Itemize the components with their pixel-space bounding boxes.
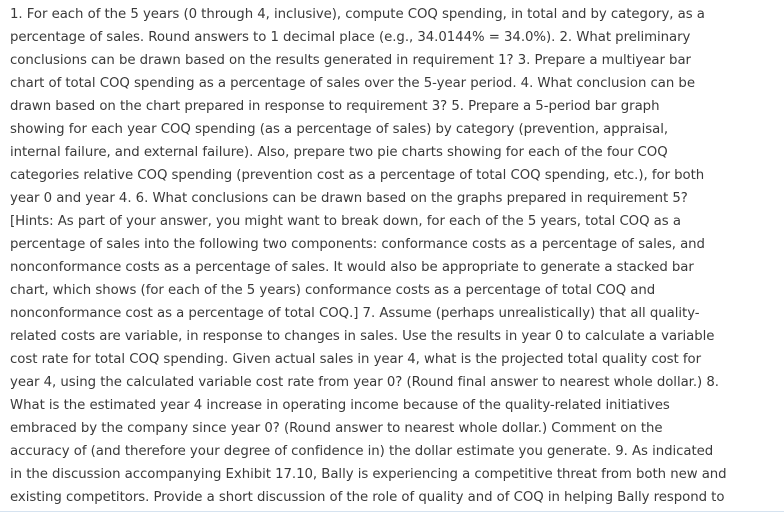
text-line: in the discussion accompanying Exhibit 17.10, Bally is experiencing a competitive threat from both new and <box>10 467 727 482</box>
text-line: embraced by the company since year 0? (Round answer to nearest whole dollar.) Comment on the <box>10 421 663 436</box>
text-line: percentage of sales into the following two components: conformance costs as a percentage of sales, and <box>10 237 705 252</box>
text-line: related costs are variable, in response to changes in sales. Use the results in year 0 to calculate a variable <box>10 329 715 344</box>
text-line: year 0 and year 4. 6. What conclusions can be drawn based on the graphs prepared in requirement 5? <box>10 191 688 206</box>
text-line: [Hints: As part of your answer, you might want to break down, for each of the 5 years, total COQ as a <box>10 214 681 229</box>
text-line: percentage of sales. Round answers to 1 decimal place (e.g., 34.0144% = 34.0%). 2. What preliminary <box>10 30 691 45</box>
text-line: chart of total COQ spending as a percentage of sales over the 5-year period. 4. What conclusion can be <box>10 76 695 91</box>
text-line: nonconformance cost as a percentage of total COQ.] 7. Assume (perhaps unrealistically) that all quality- <box>10 306 700 321</box>
text-line: categories relative COQ spending (prevention cost as a percentage of total COQ spending, etc.), for both <box>10 168 705 183</box>
text-line: What is the estimated year 4 increase in operating income because of the quality-related initiatives <box>10 398 670 413</box>
text-line: accuracy of (and therefore your degree of confidence in) the dollar estimate you generate. 9. As indicated <box>10 444 714 459</box>
text-line: internal failure, and external failure). Also, prepare two pie charts showing for each of the four COQ <box>10 145 668 160</box>
divider <box>0 511 784 512</box>
question-text <box>10 3 784 509</box>
text-line: conclusions can be drawn based on the results generated in requirement 1? 3. Prepare a multiyear bar <box>10 53 691 68</box>
text-line: cost rate for total COQ spending. Given actual sales in year 4, what is the projected total quality cost for <box>10 352 702 367</box>
text-line: year 4, using the calculated variable cost rate from year 0? (Round final answer to nearest whole dollar.) 8. <box>10 375 719 390</box>
text-line: existing competitors. Provide a short discussion of the role of quality and of COQ in helping Bally respond to <box>10 490 725 505</box>
text-line: nonconformance costs as a percentage of sales. It would also be appropriate to generate a stacked bar <box>10 260 694 275</box>
text-line: chart, which shows (for each of the 5 years) conformance costs as a percentage of total COQ and <box>10 283 656 298</box>
text-line: showing for each year COQ spending (as a percentage of sales) by category (prevention, appraisal, <box>10 122 669 137</box>
text-line: 1. For each of the 5 years (0 through 4, inclusive), compute COQ spending, in total and by category, as a <box>10 7 705 22</box>
text-line: drawn based on the chart prepared in response to requirement 3? 5. Prepare a 5-period bar graph <box>10 99 660 114</box>
